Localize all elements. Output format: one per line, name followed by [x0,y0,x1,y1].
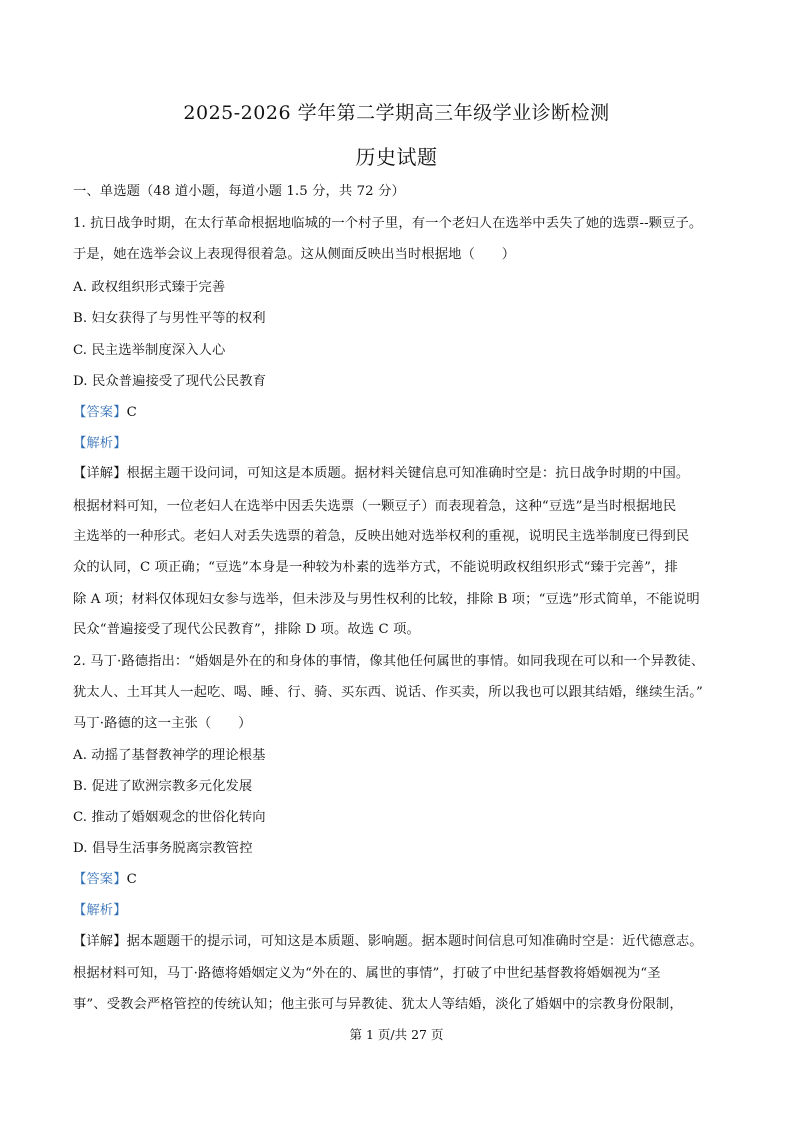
q2-option-d: D. 倡导生活事务脱离宗教管控 [73,841,253,856]
q2-analysis-tag: 【解析】 [73,903,127,918]
q1-answer [73,401,137,420]
q1-option-b: B. 妇女获得了与男性平等的权利 [73,311,266,326]
page-footer: 第 1 页/共 27 页 [349,1027,444,1042]
q1-stem-line-2: 于是，她在选举会议上表现得很着急。这从侧面反映出当时根据地（ ） [73,247,516,262]
exam-title: 2025-2026 学年第二学期高三年级学业诊断检测 [183,102,610,124]
detail-tag: 【详解】 [73,934,127,949]
q1-detail-line-4: 众的认同，C 项正确；“豆选”本身是一种较为朴素的选举方式，不能说明政权组织形式“臻于完善”，排 [73,560,678,575]
q2-stem-line-3: 马丁·路德的这一主张（ ） [73,716,252,731]
q1-option-a: A. 政权组织形式臻于完善 [73,280,226,295]
section-heading: 一、单选题（48 道小题，每道小题 1.5 分，共 72 分） [73,184,405,199]
detail-text: 据本题题干的提示词，可知这是本质题、影响题。据本题时间信息可知准确时空是：近代德意志。 [126,934,703,949]
q1-detail-line-6: 民众“普遍接受了现代公民教育”，排除 D 项。故选 C 项。 [73,622,420,637]
answer-value: C [126,872,137,887]
q1-option-d: D. 民众普遍接受了现代公民教育 [73,374,267,389]
q1-detail-line-5: 除 A 项；材料仅体现妇女参与选举，但未涉及与男性权利的比较，排除 B 项；“豆选”形式简单，不能说明 [73,592,700,607]
subject-title: 历史试题 [355,145,438,169]
q2-option-c: C. 推动了婚姻观念的世俗化转向 [73,810,266,825]
detail-tag: 【详解】 [73,466,127,481]
q2-stem-line-2: 犹太人、土耳其人一起吃、喝、睡、行、骑、买东西、说话、作买卖，所以我也可以跟其结婚，继续生活。” [73,685,703,700]
q1-detail-line-3: 主选举的一种形式。老妇人对丢失选票的着急，反映出她对选举权利的重视，说明民主选举制度已得到民 [73,529,690,544]
answer-value: C [126,405,137,420]
q2-detail-line-2: 根据材料可知，马丁·路德将婚姻定义为“外在的、属世的事情”，打破了中世纪基督教将婚姻视为“圣 [73,966,661,981]
q1-detail-line-1 [73,462,689,481]
detail-text: 根据主题干设问词，可知这是本质题。据材料关键信息可知准确时空是：抗日战争时期的中国。 [126,466,690,481]
q2-detail-line-3: 事”、受教会严格管控的传统认知；他主张可与异教徒、犹太人等结婚，淡化了婚姻中的宗教身份限制， [73,997,683,1012]
answer-tag: 【答案】 [73,872,127,887]
q2-answer [73,868,137,887]
q2-stem-line-1: 2. 马丁·路德指出：“婚姻是外在的和身体的事情，像其他任何属世的事情。如同我现在可以和一个异教徒、 [73,654,705,669]
q2-detail-line-1 [73,930,703,949]
q1-analysis-tag: 【解析】 [73,436,127,451]
q1-option-c: C. 民主选举制度深入人心 [73,343,226,358]
q2-option-b: B. 促进了欧洲宗教多元化发展 [73,779,253,794]
q1-detail-line-2: 根据材料可知，一位老妇人在选举中因丢失选票（一颗豆子）而表现着急，这种“豆选”是当时根据地民 [73,499,677,514]
answer-tag: 【答案】 [73,405,127,420]
q2-option-a: A. 动摇了基督教神学的理论根基 [73,748,266,763]
q1-stem-line-1: 1. 抗日战争时期，在太行革命根据地临城的一个村子里，有一个老妇人在选举中丢失了她的选票--颗豆子。 [73,216,703,231]
